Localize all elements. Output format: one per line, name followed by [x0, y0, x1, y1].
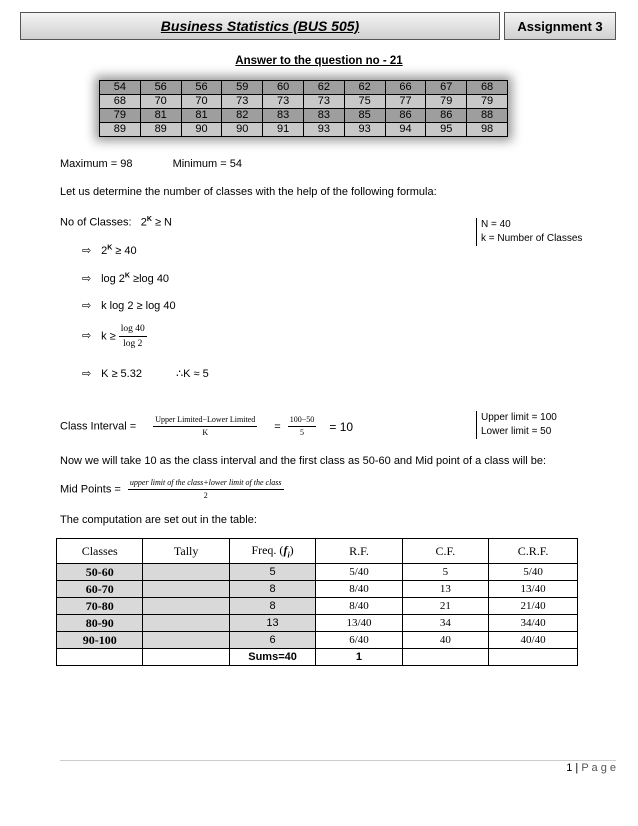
raw-data-cell: 60 [263, 81, 304, 95]
header-frequency [229, 539, 315, 564]
step-1 [82, 244, 137, 257]
raw-data-cell: 81 [181, 109, 222, 123]
step-2-exp: K [124, 272, 130, 280]
rf-cell: 13/40 [316, 615, 402, 632]
step-1-rest: ≥ 40 [112, 245, 137, 257]
step-5 [82, 367, 209, 380]
arrow-icon: ⇨ [82, 300, 92, 312]
midpoint-fraction [128, 477, 284, 502]
minimum-value: Minimum = 54 [172, 158, 242, 170]
raw-data-cell: 62 [303, 81, 344, 95]
raw-data-cell: 83 [303, 109, 344, 123]
step-4-den: log 2 [123, 339, 143, 349]
raw-data-cell: 94 [385, 123, 426, 137]
rf-cell: 5/40 [316, 564, 402, 581]
raw-data-cell: 59 [222, 81, 263, 95]
intro-text: Let us determine the number of classes with the help of the following formula: [60, 186, 437, 198]
step-5-text: K ≥ 5.32 [101, 368, 142, 380]
step-4-pre: k ≥ [101, 330, 116, 343]
step-4 [82, 322, 147, 351]
step-4-num: log 40 [119, 322, 147, 337]
note-n-value: N = 40 [481, 219, 511, 230]
maximum-value: Maximum = 98 [60, 158, 133, 170]
raw-data-cell: 90 [222, 123, 263, 137]
formula-base: 2 [140, 216, 147, 229]
note-n [476, 218, 582, 246]
raw-data-cell: 83 [263, 109, 304, 123]
header-crf: C.R.F. [489, 539, 578, 564]
footer-divider [60, 760, 616, 761]
table-row [57, 564, 578, 581]
page-number: 1 [566, 762, 573, 774]
raw-data-cell: 56 [181, 81, 222, 95]
frequency-cell: 13 [229, 615, 315, 632]
raw-data-table [99, 80, 508, 137]
raw-data-cell: 85 [344, 109, 385, 123]
crf-cell: 34/40 [489, 615, 578, 632]
raw-data-cell: 88 [467, 109, 508, 123]
class-cell: 80-90 [57, 615, 143, 632]
midpoint-formula [60, 477, 284, 502]
header-rf: R.F. [316, 539, 402, 564]
midpoint-label: Mid Points = [60, 483, 121, 496]
raw-data-cell: 89 [100, 123, 141, 137]
raw-data-cell: 68 [100, 95, 141, 109]
page-footer [566, 762, 616, 774]
step-1-exp: K [107, 244, 113, 252]
step-3-text: k log 2 ≥ log 40 [101, 300, 176, 312]
step-2-pre: log 2 [101, 273, 125, 285]
interval-num: Upper Limited−Lower Limited [153, 414, 257, 427]
interval-den-2: 5 [300, 428, 305, 437]
rf-cell: 8/40 [316, 598, 402, 615]
table-intro: The computation are set out in the table: [60, 514, 257, 526]
interval-num-2: 100−50 [288, 414, 317, 427]
raw-data-cell: 77 [385, 95, 426, 109]
interval-result: = 10 [329, 419, 354, 434]
table-header-row [57, 539, 578, 564]
note-limits [476, 411, 557, 439]
classes-formula-label: No of Classes: [60, 216, 132, 229]
raw-data-cell: 62 [344, 81, 385, 95]
sums-frequency-cell: Sums=40 [229, 649, 315, 666]
raw-data-cell: 82 [222, 109, 263, 123]
note-upper-limit: Upper limit = 100 [481, 412, 557, 423]
raw-data-row [100, 109, 508, 123]
raw-data-cell: 73 [263, 95, 304, 109]
frequency-cell: 8 [229, 581, 315, 598]
interval-sentence: Now we will take 10 as the class interval and the first class as 50-60 and Mid point of a class will be: [60, 455, 547, 467]
crf-cell: 5/40 [489, 564, 578, 581]
class-cell: 50-60 [57, 564, 143, 581]
header-cf: C.F. [402, 539, 488, 564]
header-freq-close: ) [289, 542, 294, 557]
header-freq-sym: f [283, 542, 288, 557]
note-k-def: k = Number of Classes [481, 233, 583, 244]
tally-cell [143, 615, 229, 632]
raw-data-cell: 56 [140, 81, 181, 95]
class-cell: 90-100 [57, 632, 143, 649]
sums-empty-cell [489, 649, 578, 666]
cf-cell: 13 [402, 581, 488, 598]
interval-den: K [202, 428, 209, 437]
table-row [57, 598, 578, 615]
max-min-line [60, 158, 242, 170]
header-classes: Classes [57, 539, 143, 564]
raw-data-cell: 91 [263, 123, 304, 137]
raw-data-row [100, 95, 508, 109]
raw-data-cell: 79 [426, 95, 467, 109]
table-row [57, 615, 578, 632]
raw-data-cell: 73 [222, 95, 263, 109]
cf-cell: 40 [402, 632, 488, 649]
step-5-conclusion: ∴K ≈ 5 [176, 368, 209, 380]
raw-data-cell: 86 [426, 109, 467, 123]
header-freq-label: Freq. ( [251, 542, 284, 557]
raw-data-cell: 93 [303, 123, 344, 137]
rf-cell: 6/40 [316, 632, 402, 649]
answer-heading: Answer to the question no - 21 [235, 55, 403, 67]
rf-cell: 8/40 [316, 581, 402, 598]
arrow-icon: ⇨ [82, 273, 92, 285]
formula-rel: ≥ N [151, 216, 172, 229]
tally-cell [143, 581, 229, 598]
crf-cell: 13/40 [489, 581, 578, 598]
header-tally: Tally [143, 539, 229, 564]
raw-data-cell: 90 [181, 123, 222, 137]
sums-row [57, 649, 578, 666]
interval-fraction [153, 414, 257, 439]
arrow-icon: ⇨ [82, 368, 92, 380]
raw-data-cell: 89 [140, 123, 181, 137]
cf-cell: 34 [402, 615, 488, 632]
raw-data-cell: 79 [100, 109, 141, 123]
frequency-cell: 8 [229, 598, 315, 615]
raw-data-cell: 70 [140, 95, 181, 109]
raw-data-cell: 67 [426, 81, 467, 95]
step-1-base: 2 [101, 245, 108, 257]
raw-data-cell: 95 [426, 123, 467, 137]
step-2-rest: ≥log 40 [129, 273, 170, 285]
interval-fraction-2 [288, 414, 317, 439]
tally-cell [143, 632, 229, 649]
raw-data-cell: 86 [385, 109, 426, 123]
raw-data-cell: 81 [140, 109, 181, 123]
tally-cell [143, 598, 229, 615]
class-cell: 60-70 [57, 581, 143, 598]
page-separator: | [575, 762, 579, 774]
class-cell: 70-80 [57, 598, 143, 615]
assignment-label: Assignment 3 [504, 12, 616, 40]
frequency-cell: 6 [229, 632, 315, 649]
raw-data-cell: 70 [181, 95, 222, 109]
header-freq-sub: i [287, 550, 290, 560]
crf-cell: 40/40 [489, 632, 578, 649]
raw-data-row [100, 81, 508, 95]
class-interval [60, 414, 353, 439]
midpoint-num: upper limit of the class+lower limit of the class [128, 477, 284, 490]
note-lower-limit: Lower limit = 50 [481, 426, 552, 437]
cf-cell: 5 [402, 564, 488, 581]
document-title: Business Statistics (BUS 505) [20, 12, 500, 40]
arrow-icon: ⇨ [82, 245, 92, 257]
sums-empty-cell [143, 649, 229, 666]
table-row [57, 581, 578, 598]
page-label: P a g e [581, 762, 616, 774]
tally-cell [143, 564, 229, 581]
cf-cell: 21 [402, 598, 488, 615]
raw-data-cell: 93 [344, 123, 385, 137]
raw-data-cell: 66 [385, 81, 426, 95]
raw-data-cell: 73 [303, 95, 344, 109]
raw-data-cell: 79 [467, 95, 508, 109]
step-3 [82, 299, 176, 312]
frequency-cell: 5 [229, 564, 315, 581]
raw-data-row [100, 123, 508, 137]
crf-cell: 21/40 [489, 598, 578, 615]
raw-data-cell: 75 [344, 95, 385, 109]
raw-data-cell: 54 [100, 81, 141, 95]
raw-data-cell: 68 [467, 81, 508, 95]
raw-data-cell: 98 [467, 123, 508, 137]
frequency-table [56, 538, 578, 666]
step-2 [82, 272, 169, 285]
interval-eq: = [274, 420, 281, 433]
table-row [57, 632, 578, 649]
sums-rf-cell: 1 [316, 649, 402, 666]
sums-empty-cell [57, 649, 143, 666]
classes-formula [60, 216, 172, 229]
step-4-fraction [119, 322, 147, 351]
interval-label: Class Interval = [60, 420, 137, 433]
formula-exp: K [146, 216, 152, 223]
sums-empty-cell [402, 649, 488, 666]
midpoint-den: 2 [203, 491, 208, 500]
arrow-icon: ⇨ [82, 330, 92, 343]
